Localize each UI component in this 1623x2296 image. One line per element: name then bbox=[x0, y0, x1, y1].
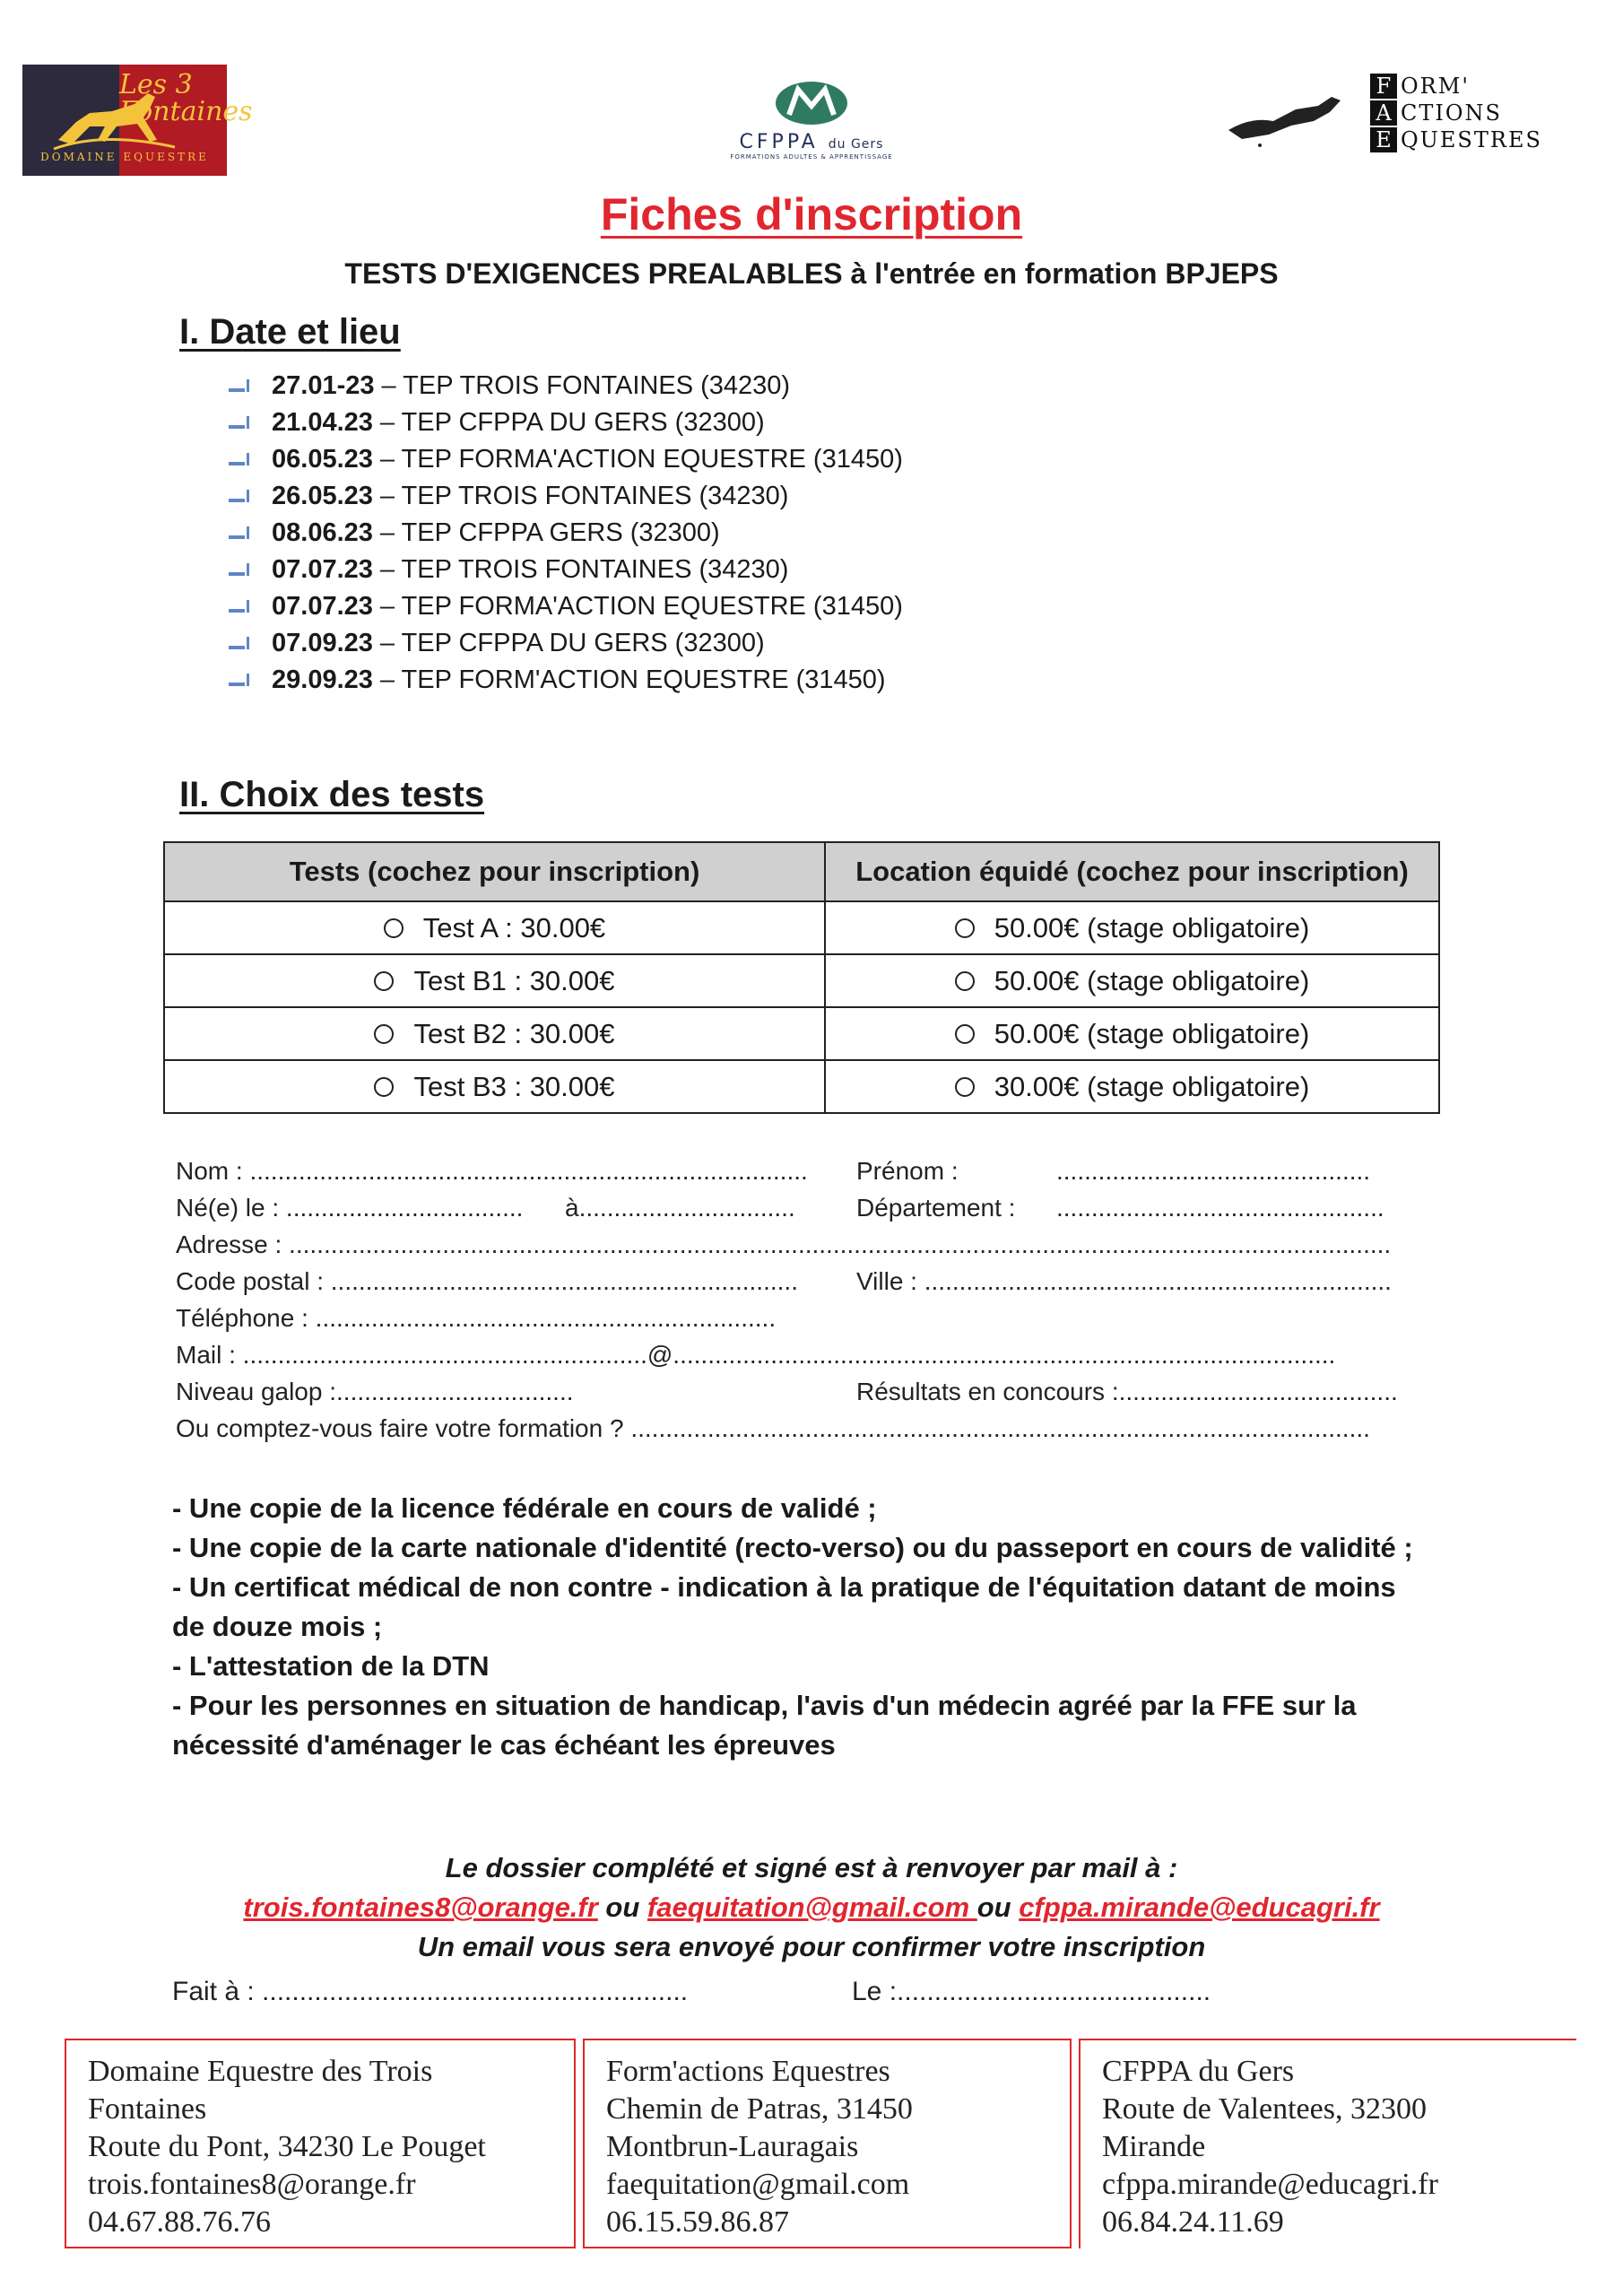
footer-line: Mirande bbox=[1102, 2130, 1206, 2163]
date-item: 29.09.23 – TEP FORM'ACTION EQUESTRE (31450) bbox=[229, 662, 1036, 699]
radio-icon[interactable] bbox=[955, 918, 975, 938]
page-title: Fiches d'inscription bbox=[600, 189, 1023, 239]
confirmation-note: Un email vous sera envoyé pour confirmer votre inscription bbox=[417, 1931, 1206, 1962]
requirement-item: - Pour les personnes en situation de handicap, l'avis d'un médecin agréé par la FFE sur la nécessité d'aménager le cas échéant les épreuves bbox=[172, 1690, 1357, 1761]
bullet-icon bbox=[229, 600, 254, 614]
bullet-icon bbox=[229, 379, 254, 394]
fae-letter-a: A bbox=[1370, 100, 1397, 126]
footer-phone: 04.67.88.76.76 bbox=[88, 2205, 271, 2239]
date-item: 06.05.23 – TEP FORMA'ACTION EQUESTRE (31450) bbox=[229, 441, 1036, 478]
header-location: Location équidé (cochez pour inscription) bbox=[825, 842, 1439, 901]
logo-script-text: Les 3 Fontaines bbox=[119, 69, 253, 127]
bullet-icon bbox=[229, 637, 254, 651]
cfppa-name: CFPPA du Gers bbox=[739, 131, 884, 153]
table-row bbox=[164, 1007, 1439, 1060]
mail-field[interactable]: Mail : ..........................................................@............................................................................................... bbox=[176, 1341, 1336, 1369]
test-option[interactable]: Test B1 : 30.00€ bbox=[164, 954, 825, 1007]
lieu-formation-field[interactable]: Ou comptez-vous faire votre formation ? .......................................................................................................... bbox=[176, 1414, 1370, 1442]
bullet-icon bbox=[229, 416, 254, 430]
table-row bbox=[164, 901, 1439, 954]
footer-cfppa bbox=[1079, 2039, 1576, 2248]
table-row bbox=[164, 954, 1439, 1007]
date-item: 27.01-23 – TEP TROIS FONTAINES (34230) bbox=[229, 368, 1036, 404]
cfppa-tagline: FORMATIONS ADULTES & APPRENTISSAGE bbox=[730, 153, 893, 161]
radio-icon[interactable] bbox=[374, 1024, 394, 1044]
footer-email[interactable]: cfppa.mirande@educagri.fr bbox=[1102, 2168, 1438, 2201]
header-tests: Tests (cochez pour inscription) bbox=[164, 842, 825, 901]
requirements-list bbox=[172, 1489, 1428, 1765]
date-list bbox=[229, 368, 1036, 699]
cfppa-logo bbox=[677, 79, 946, 178]
date-item: 07.07.23 – TEP TROIS FONTAINES (34230) bbox=[229, 552, 1036, 588]
table-header-row bbox=[164, 842, 1439, 901]
nom-field[interactable]: Nom : ................................................................................ bbox=[176, 1157, 808, 1185]
test-option[interactable]: Test B2 : 30.00€ bbox=[164, 1007, 825, 1060]
test-option[interactable]: Test A : 30.00€ bbox=[164, 901, 825, 954]
footer-email[interactable]: faequitation@gmail.com bbox=[606, 2168, 910, 2201]
tests-table bbox=[163, 841, 1440, 1114]
bullet-icon bbox=[229, 526, 254, 541]
footer-line: Fontaines bbox=[88, 2092, 207, 2126]
email-link-trois-fontaines[interactable]: trois.fontaines8@orange.fr bbox=[243, 1892, 598, 1923]
location-option[interactable]: 50.00€ (stage obligatoire) bbox=[825, 954, 1439, 1007]
footer-line: Chemin de Patras, 31450 bbox=[606, 2092, 913, 2126]
bullet-icon bbox=[229, 453, 254, 467]
requirement-item: - L'attestation de la DTN bbox=[172, 1650, 490, 1682]
date-item: 08.06.23 – TEP CFPPA GERS (32300) bbox=[229, 515, 1036, 552]
footer-line: Route du Pont, 34230 Le Pouget bbox=[88, 2130, 486, 2163]
fae-letter-e: E bbox=[1370, 127, 1397, 152]
departement-label: Département : bbox=[856, 1194, 1016, 1222]
fae-word-ctions: CTIONS bbox=[1401, 100, 1502, 126]
footer-form-actions bbox=[583, 2039, 1072, 2248]
fae-logo bbox=[1224, 74, 1583, 163]
jumping-horse-icon bbox=[1224, 90, 1358, 152]
requirement-item: - Une copie de la licence fédérale en cours de validé ; bbox=[172, 1492, 877, 1524]
radio-icon[interactable] bbox=[374, 971, 394, 991]
test-option[interactable]: Test B3 : 30.00€ bbox=[164, 1060, 825, 1113]
location-option[interactable]: 30.00€ (stage obligatoire) bbox=[825, 1060, 1439, 1113]
email-link-faequitation[interactable]: faequitation@gmail.com bbox=[647, 1892, 977, 1923]
lieu-naissance-field[interactable]: à............................... bbox=[565, 1194, 795, 1222]
table-row bbox=[164, 1060, 1439, 1113]
fae-letter-f: F bbox=[1370, 74, 1397, 99]
page-subtitle: TESTS D'EXIGENCES PREALABLES à l'entrée en formation BPJEPS bbox=[344, 257, 1279, 290]
niveau-galop-field[interactable]: Niveau galop :.................................. bbox=[176, 1378, 574, 1405]
location-option[interactable]: 50.00€ (stage obligatoire) bbox=[825, 901, 1439, 954]
footer-trois-fontaines bbox=[65, 2039, 576, 2248]
bullet-icon bbox=[229, 563, 254, 578]
date-item: 07.07.23 – TEP FORMA'ACTION EQUESTRE (31450) bbox=[229, 588, 1036, 625]
section-choix-tests-title: II. Choix des tests bbox=[179, 775, 485, 814]
footer-line: Route de Valentees, 32300 bbox=[1102, 2092, 1427, 2126]
prenom-label: Prénom : bbox=[856, 1157, 959, 1185]
footer-line: Form'actions Equestres bbox=[606, 2055, 890, 2088]
prenom-field[interactable]: ............................................. bbox=[1056, 1157, 1371, 1185]
footer-phone: 06.15.59.86.87 bbox=[606, 2205, 789, 2239]
requirement-item: - Une copie de la carte nationale d'identité (recto-verso) ou du passeport en cours de validité ; bbox=[172, 1532, 1413, 1563]
date-item: 07.09.23 – TEP CFPPA DU GERS (32300) bbox=[229, 625, 1036, 662]
radio-icon[interactable] bbox=[955, 971, 975, 991]
footer-line: CFPPA du Gers bbox=[1102, 2055, 1295, 2088]
location-option[interactable]: 50.00€ (stage obligatoire) bbox=[825, 1007, 1439, 1060]
send-instructions: Le dossier complété et signé est à renvoyer par mail à : bbox=[445, 1852, 1178, 1883]
resultats-concours-field[interactable]: Résultats en concours :........................................ bbox=[856, 1378, 1398, 1405]
radio-icon[interactable] bbox=[955, 1077, 975, 1097]
footer-line: Domaine Equestre des Trois bbox=[88, 2055, 433, 2088]
fae-word-orm: ORM' bbox=[1401, 74, 1470, 99]
radio-icon[interactable] bbox=[374, 1077, 394, 1097]
footer-email[interactable]: trois.fontaines8@orange.fr bbox=[88, 2168, 416, 2201]
date-item: 26.05.23 – TEP TROIS FONTAINES (34230) bbox=[229, 478, 1036, 515]
departement-field[interactable]: ............................................... bbox=[1056, 1194, 1384, 1222]
bullet-icon bbox=[229, 490, 254, 504]
date-item: 21.04.23 – TEP CFPPA DU GERS (32300) bbox=[229, 404, 1036, 441]
cfppa-emblem-icon bbox=[771, 79, 852, 127]
footer-line: Montbrun-Lauragais bbox=[606, 2130, 859, 2163]
ville-field[interactable]: Ville : ................................................................... bbox=[856, 1267, 1392, 1295]
send-emails: trois.fontaines8@orange.fr ou faequitation@gmail.com ou cfppa.mirande@educagri.fr bbox=[243, 1892, 1380, 1923]
section-date-lieu-title: I. Date et lieu bbox=[179, 312, 401, 352]
requirement-item: - Un certificat médical de non contre - indication à la pratique de l'équitation datant de moins de douze mois ; bbox=[172, 1571, 1396, 1642]
fae-word-questres: QUESTRES bbox=[1401, 127, 1542, 152]
logo-subtitle: DOMAINE EQUESTRE bbox=[40, 151, 209, 163]
trois-fontaines-logo bbox=[22, 65, 253, 176]
bullet-icon bbox=[229, 674, 254, 688]
radio-icon[interactable] bbox=[384, 918, 404, 938]
date-signature-field[interactable]: Le :.......................................... bbox=[852, 1977, 1211, 2006]
radio-icon[interactable] bbox=[955, 1024, 975, 1044]
fait-a-field[interactable]: Fait à : ......................................................... bbox=[172, 1977, 689, 2006]
date-naissance-field[interactable]: Né(e) le : .................................. bbox=[176, 1194, 524, 1222]
email-link-cfppa[interactable]: cfppa.mirande@educagri.fr bbox=[1019, 1892, 1380, 1923]
footer-phone: 06.84.24.11.69 bbox=[1102, 2205, 1284, 2239]
code-postal-field[interactable]: Code postal : ................................................................... bbox=[176, 1267, 798, 1295]
telephone-field[interactable]: Téléphone : .................................................................. bbox=[176, 1304, 777, 1332]
adresse-field[interactable]: Adresse : .............................................................................................................................................................. bbox=[176, 1231, 1392, 1258]
